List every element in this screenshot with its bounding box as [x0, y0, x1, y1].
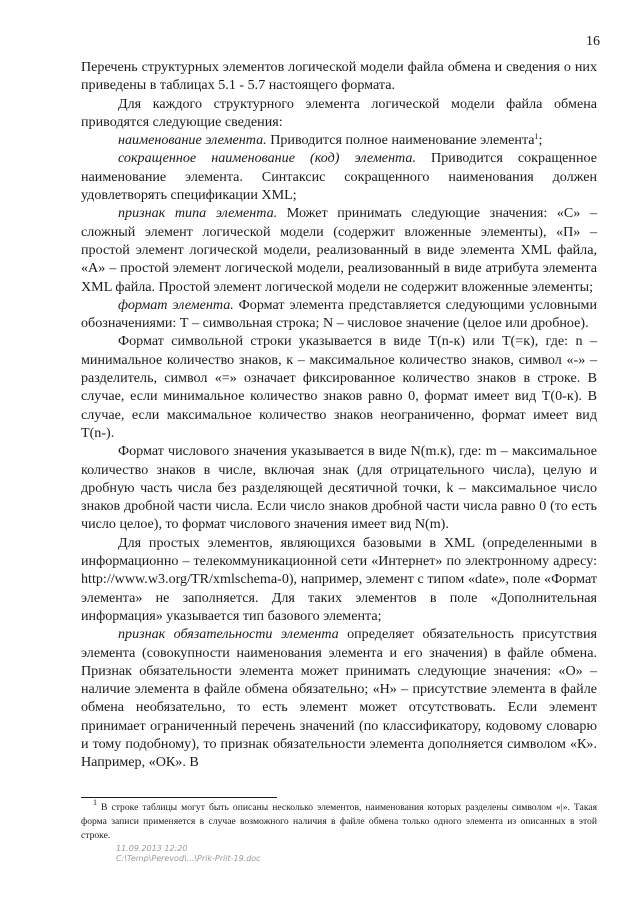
paragraph-element-format — [81, 296, 597, 333]
stamp-date: 11.09.2013 12:20 — [116, 844, 188, 853]
footnote-body: В строке таблицы могут быть описаны несколько элементов, наименования которых разделены символом «|». Такая форма записи применяется в случае возможного наличия в файле обмена только одного элемента из описанных в этой строке. — [81, 802, 597, 841]
paragraph-string-format: Формат символьной строки указывается в виде Т(n-к) или Т(=к), где: n – минимальное количество знаков, к – максимальное количество знаков, символ «-» – разделитель, символ «=» означает фиксированное количество знаков в строке. В случае, если минимальное количество знаков равно 0, формат имеет вид Т(0-к). В случае, если максимальное количество знаков неограниченно, формат имеет вид Т(n-). — [81, 333, 597, 441]
text-element-name-end: ; — [538, 132, 543, 149]
body-text — [81, 58, 597, 772]
paragraph-required-flag — [81, 625, 597, 771]
footnote-ref: 1 — [534, 132, 539, 142]
text-element-format: Формат элемента представляется следующими условными обозначениями: Т – символьная строка; N – числовое значение (целое или дробное). — [81, 296, 597, 332]
footnote-marker: 1 — [93, 798, 97, 807]
term-element-name: наименование элемента. — [118, 132, 267, 149]
paragraph-element-name — [81, 131, 597, 149]
term-element-code: сокращенное наименование (код) элемента. — [118, 150, 416, 167]
text-element-code: Приводится сокращенное наименование элемента. Синтаксис сокращенного наименования должен удовлетворять спецификации XML; — [81, 150, 597, 204]
paragraph-fields-intro: Для каждого структурного элемента логической модели файла обмена приводятся следующие сведения: — [81, 95, 597, 130]
term-required-flag: признак обязательности элемента — [118, 626, 339, 643]
footnote-text — [81, 798, 597, 843]
text-required-flag: определяет обязательность присутствия элемента (совокупности наименования элемента и его значения) в файле обмена. Признак обязательности элемента может принимать следующие значения: «О» – наличие элемента в файле обмена обязательно; «Н» – присутствие элемента в файле обмена необязательно, то есть элемент может отсутствовать. Если элемент принимает ограниченный перечень значений (по классификатору, кодовому словарю и тому подобному), то признак обязательности элемента дополняется символом «К». Например, «ОК». В — [81, 626, 597, 771]
paragraph-number-format: Формат числового значения указывается в виде N(m.к), где: m – максимальное количество знаков в числе, включая знак (для отрицательного числа), целую и дробную часть числа без разделяющей десятичной точки, k – максимальное число знаков дробной части числа. Если число знаков дробной части числа равно 0 (то есть число целое), то формат числового значения имеет вид N(m). — [81, 443, 597, 533]
term-element-type: признак типа элемента. — [118, 205, 278, 222]
text-element-name: Приводится полное наименование элемента — [266, 132, 535, 149]
text-element-type: Может принимать следующие значения: «С» – сложный элемент логической модели (содержит вложенные элементы), «П» – простой элемент логической модели, реализованный в виде элемента XML файла, «А» – простой элемент логической модели, реализованный в виде атрибута элемента XML файла. Простой элемент логической модели не содержит вложенные элементы; — [81, 205, 597, 295]
paragraph-element-type — [81, 204, 597, 295]
paragraph-intro: Перечень структурных элементов логической модели файла обмена и сведения о них приведены в таблицах 5.1 - 5.7 настоящего формата. — [81, 59, 597, 94]
stamp-path: C:\Temp\Perevod\...\Prik-Prilt-19.doc — [116, 854, 261, 863]
footnote-divider — [81, 797, 277, 798]
document-stamp — [116, 844, 261, 864]
footnote — [81, 798, 597, 843]
paragraph-base-elements: Для простых элементов, являющихся базовыми в XML (определенными в информационно – телекоммуникационной сети «Интернет» по электронному адресу: http://www.w3.org/TR/xmlschema-0), например, элемент с типом «date», поле «Формат элемента» не заполняется. Для таких элементов в поле «Дополнительная информация» указывается тип базового элемента; — [81, 534, 597, 624]
term-element-format: формат элемента. — [118, 296, 234, 313]
paragraph-element-code — [81, 149, 597, 204]
page-number: 16 — [586, 34, 600, 49]
